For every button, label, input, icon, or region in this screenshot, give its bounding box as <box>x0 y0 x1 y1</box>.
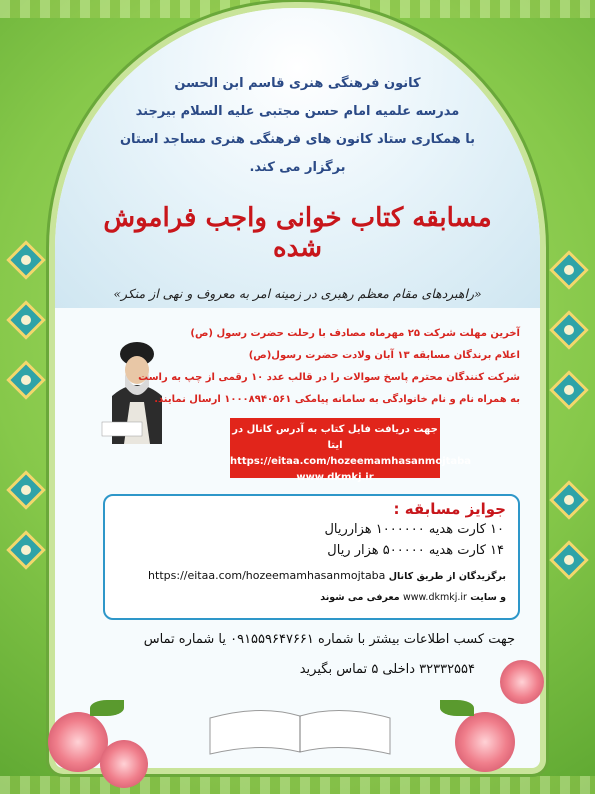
download-url-link[interactable]: https://eitaa.com/hozeemamhasanmojtaba <box>230 456 472 467</box>
tile-ornament-icon <box>6 530 46 570</box>
download-box-title: جهت دریافت فایل کتاب به آدرس کانال در ایتا <box>232 424 438 451</box>
tile-ornament-icon <box>6 240 46 280</box>
tile-ornament-icon <box>6 360 46 400</box>
contact-line-1: جهت کسب اطلاعات بیشتر با شماره ۰۹۱۵۵۹۶۴۷۶۶۱ یا شماره تماس <box>143 632 515 647</box>
tile-ornament-icon <box>549 310 589 350</box>
site-suffix: معرفی می شوند <box>320 592 400 603</box>
site-link[interactable]: www.dkmkj.ir <box>402 592 467 603</box>
tile-ornament-icon <box>549 370 589 410</box>
flower-decoration-icon <box>500 660 544 704</box>
tile-ornament-icon <box>549 480 589 520</box>
flower-decoration-icon <box>48 712 108 772</box>
prizes-box <box>103 494 520 620</box>
quote-subtitle: «راهبردهای مقام معظم رهبری در زمینه امر به معروف و نهی از منکر» <box>113 286 482 301</box>
instructions-line-2: به همراه نام و نام خانوادگی به سامانه پیامکی ۱۰۰۰۸۹۴۰۵۶۱ ارسال نمایند. <box>154 394 520 405</box>
tile-ornament-icon <box>549 250 589 290</box>
leaf-decoration-icon <box>90 700 124 716</box>
tile-ornament-icon <box>549 540 589 580</box>
prize-item-2: ۱۴ کارت هدیه ۵۰۰۰۰۰ هزار ریال <box>327 543 504 558</box>
header-line-3: با همکاری ستاد کانون های فرهنگی هنری مساجد استان <box>119 132 476 147</box>
flower-decoration-icon <box>455 712 515 772</box>
portrait-image <box>92 326 182 444</box>
header-line-2: مدرسه علمیه امام حسن مجتبی علیه السلام بیرجند <box>135 104 460 119</box>
website-url-link[interactable]: www.dkmkj.ir <box>296 472 374 483</box>
download-box <box>230 418 472 483</box>
prizes-title: جوایز مسابقه : <box>393 500 506 518</box>
bottom-border-pattern <box>0 776 595 794</box>
instructions-line-1: شرکت کنندگان محترم پاسخ سوالات را در قالب عدد ۱۰ رقمی از چپ به راست <box>138 372 520 383</box>
announce-channel-link[interactable]: https://eitaa.com/hozeemamhasanmojtaba <box>148 569 386 582</box>
site-label: و سایت <box>470 592 506 603</box>
tile-ornament-icon <box>6 470 46 510</box>
winners-date-text: اعلام برندگان مسابقه ۱۳ آبان ولادت حضرت رسول(ص) <box>248 350 520 361</box>
announce-label: برگزیدگان از طریق کانال <box>388 571 506 582</box>
flower-decoration-icon <box>100 740 148 788</box>
deadline-text: آخرین مهلت شرکت ۲۵ مهرماه مصادف با رحلت حضرت رسول (ص) <box>190 328 520 339</box>
header-line-1: کانون فرهنگی هنری قاسم ابن الحسن <box>174 76 421 91</box>
sky-background <box>55 8 540 308</box>
leaf-decoration-icon <box>440 700 474 716</box>
poster-title: مسابقه کتاب خوانی واجب فراموش شده <box>103 203 492 263</box>
tile-ornament-icon <box>6 300 46 340</box>
header-line-4: برگزار می کند. <box>249 160 346 175</box>
announce-channel-line <box>148 569 506 582</box>
open-book-icon <box>200 698 400 758</box>
prize-item-1: ۱۰ کارت هدیه ۱۰۰۰۰۰۰ هزارریال <box>324 522 504 537</box>
announce-site-line <box>320 592 506 603</box>
contact-line-2: ۳۲۳۳۲۵۵۴ داخلی ۵ تماس بگیرید <box>299 662 475 677</box>
